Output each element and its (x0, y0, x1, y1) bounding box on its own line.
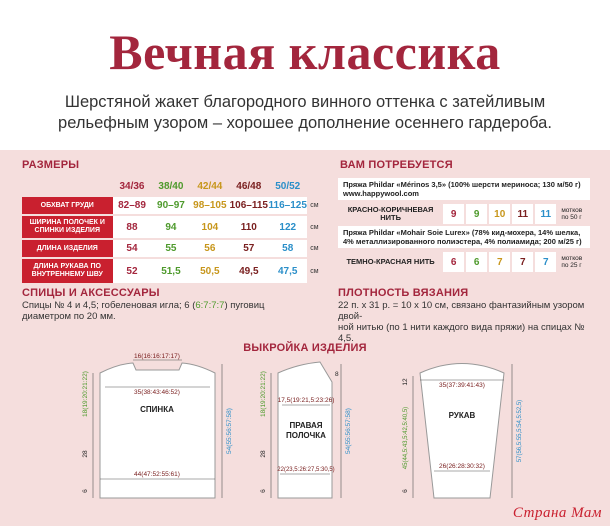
materials-heading: ВАМ ПОТРЕБУЕТСЯ (340, 159, 453, 171)
sleeve-label: РУКАВ (448, 411, 476, 420)
table-cell: 110 (229, 216, 268, 238)
size-cell: 42/44 (197, 181, 223, 192)
yarn2-color: ТЕМНО-КРАСНАЯ НИТЬ (346, 257, 435, 266)
back-neck-dim: 16(16:16:17:17) (134, 353, 180, 360)
table-cell: 52 (113, 259, 152, 283)
needles-heading: СПИЦЫ И АКСЕССУАРЫ (22, 287, 160, 299)
back-height-dim: 54(55:56:57:58) (226, 408, 233, 454)
gauge-line: ной нитью (по 1 нити каждого вида пряжи) на спицах № 4,5. (338, 322, 585, 344)
table-cell: 116–125 (268, 197, 307, 214)
yarn1-amounts (338, 202, 590, 226)
front-side-dim: 28 (260, 450, 267, 458)
back-shoulder-dim: 35(38:43:46:52) (134, 389, 180, 396)
table-cell: 106–115 (229, 197, 268, 214)
yarn1-block (338, 178, 590, 226)
needles-line: диаметром по 20 мм. (22, 311, 116, 322)
amount-cell: 11 (535, 204, 556, 224)
sizes-table (22, 176, 322, 285)
needles-text-part: Спицы № 4 и 4,5; гобеленовая игла; 6 ( (22, 300, 196, 311)
sleeve-cuff-dim: 26(26:28:30:32) (439, 463, 485, 470)
front-neck-dim: 8 (335, 371, 339, 378)
yarn2-block (338, 226, 590, 274)
size-cell: 46/48 (236, 181, 262, 192)
amount-cell: 6 (443, 252, 464, 272)
front-armhole-dim: 18(19:20:21:22) (260, 371, 267, 417)
front-hem-dim: 22(23,5:26:27,5:30,5) (277, 467, 335, 473)
front-rib-dim: 6 (260, 489, 267, 493)
page-title: Вечная классика (109, 24, 501, 80)
table-row (22, 216, 322, 238)
table-row (22, 178, 322, 195)
unit-label: см (310, 245, 319, 252)
yarn2-amounts (338, 250, 590, 274)
table-cell: 57 (229, 240, 268, 257)
sleeve-side-dim: 45(44,5:43,5:42,5:40,5) (403, 406, 409, 470)
row-label: ОБХВАТ ГРУДИ (22, 197, 113, 214)
table-cell: 54 (113, 240, 152, 257)
amount-unit: мотков по 50 г (561, 207, 583, 221)
row-label: ДЛИНА ИЗДЕЛИЯ (22, 240, 113, 257)
front-shoulder-dim: 17,5(19:21,5:23:26) (277, 397, 335, 404)
site-logo: Страна Мам (512, 505, 602, 521)
sleeve-height-dim: 57(56,5:55,5:54,5:52,5) (517, 399, 523, 463)
gauge-line: 22 п. х 31 р. = 10 х 10 см, связано фантазийным узором двой- (338, 300, 585, 322)
gauge-heading: ПЛОТНОСТЬ ВЯЗАНИЯ (338, 287, 469, 299)
amount-cell: 6 (466, 252, 487, 272)
amount-cell: 7 (512, 252, 533, 272)
gauge-text (338, 300, 600, 344)
front-height-dim: 54(55:56:57:58) (345, 408, 352, 454)
table-cell: 94 (151, 216, 190, 238)
size-cell: 50/52 (275, 181, 301, 192)
table-cell: 122 (268, 216, 307, 238)
back-side-dim: 28 (82, 450, 89, 458)
subtitle-line: Шерстяной жакет благородного винного оттенка с затейливым (64, 93, 546, 111)
pattern-heading: ВЫКРОЙКА ИЗДЕЛИЯ (243, 342, 367, 354)
front-label: ПРАВАЯ (289, 421, 323, 430)
row-label: ШИРИНА ПОЛОЧЕК И СПИНКИ ИЗДЕЛИЯ (22, 216, 113, 238)
sleeve-cap-dim: 12 (402, 378, 409, 386)
amount-cell: 9 (466, 204, 487, 224)
back-armhole-dim: 18(19:20:21:22) (82, 371, 89, 417)
pattern-diagram (0, 346, 610, 526)
sleeve-rib-dim: 6 (402, 489, 409, 493)
table-cell: 49,5 (229, 259, 268, 283)
front-label: ПОЛОЧКА (286, 431, 326, 440)
table-row (22, 197, 322, 214)
table-row (22, 240, 322, 257)
needles-text-part: ) пуговиц (224, 300, 265, 311)
amount-cell: 10 (489, 204, 510, 224)
size-cell: 38/40 (158, 181, 184, 192)
back-label: СПИНКА (140, 405, 174, 414)
yarn1-name: Пряжа Phildar «Mérinos 3,5» (100% шерсти мериноса; 130 м/50 г) (343, 180, 581, 189)
amount-unit: мотков по 25 г (561, 255, 583, 269)
sleeve-top-dim: 35(37:39:41:43) (439, 382, 485, 389)
page-subtitle (20, 92, 590, 134)
amount-cell: 7 (489, 252, 510, 272)
table-cell: 55 (151, 240, 190, 257)
unit-label: см (310, 202, 319, 209)
back-rib-dim: 6 (82, 489, 89, 493)
table-cell: 51,5 (151, 259, 190, 283)
table-cell: 47,5 (268, 259, 307, 283)
table-cell: 104 (190, 216, 229, 238)
table-cell: 90–97 (151, 197, 190, 214)
table-row (22, 259, 322, 283)
table-cell: 58 (268, 240, 307, 257)
table-cell: 56 (190, 240, 229, 257)
yarn2-description: Пряжа Phildar «Mohair Soie Lurex» (78% кид-мохера, 14% шелка, 4% металлизированного полиэстера, 4% полиамида; 200 м/25 г) (338, 226, 590, 248)
table-cell: 50,5 (190, 259, 229, 283)
sizes-heading: РАЗМЕРЫ (22, 159, 80, 171)
table-cell: 82–89 (113, 197, 152, 214)
needles-text (22, 300, 322, 322)
back-hem-dim: 44(47:52:55:61) (134, 471, 180, 478)
table-cell: 98–105 (190, 197, 229, 214)
amount-cell: 9 (443, 204, 464, 224)
size-cell: 34/36 (119, 181, 145, 192)
table-cell: 88 (113, 216, 152, 238)
row-label: ДЛИНА РУКАВА ПО ВНУТРЕННЕМУ ШВУ (22, 259, 113, 283)
unit-label: см (310, 267, 319, 275)
yarn1-description (338, 178, 590, 200)
yarn1-color: КРАСНО-КОРИЧНЕВАЯ НИТЬ (347, 205, 434, 222)
unit-label: см (310, 223, 319, 231)
buttons-count: 6:7:7:7 (195, 300, 225, 311)
amount-cell: 11 (512, 204, 533, 224)
subtitle-line: рельефным узором – хорошее дополнение осеннего гардероба. (58, 114, 552, 132)
front-piece (277, 362, 335, 498)
amount-cell: 7 (535, 252, 556, 272)
yarn1-site: www.happywool.com (343, 189, 419, 198)
